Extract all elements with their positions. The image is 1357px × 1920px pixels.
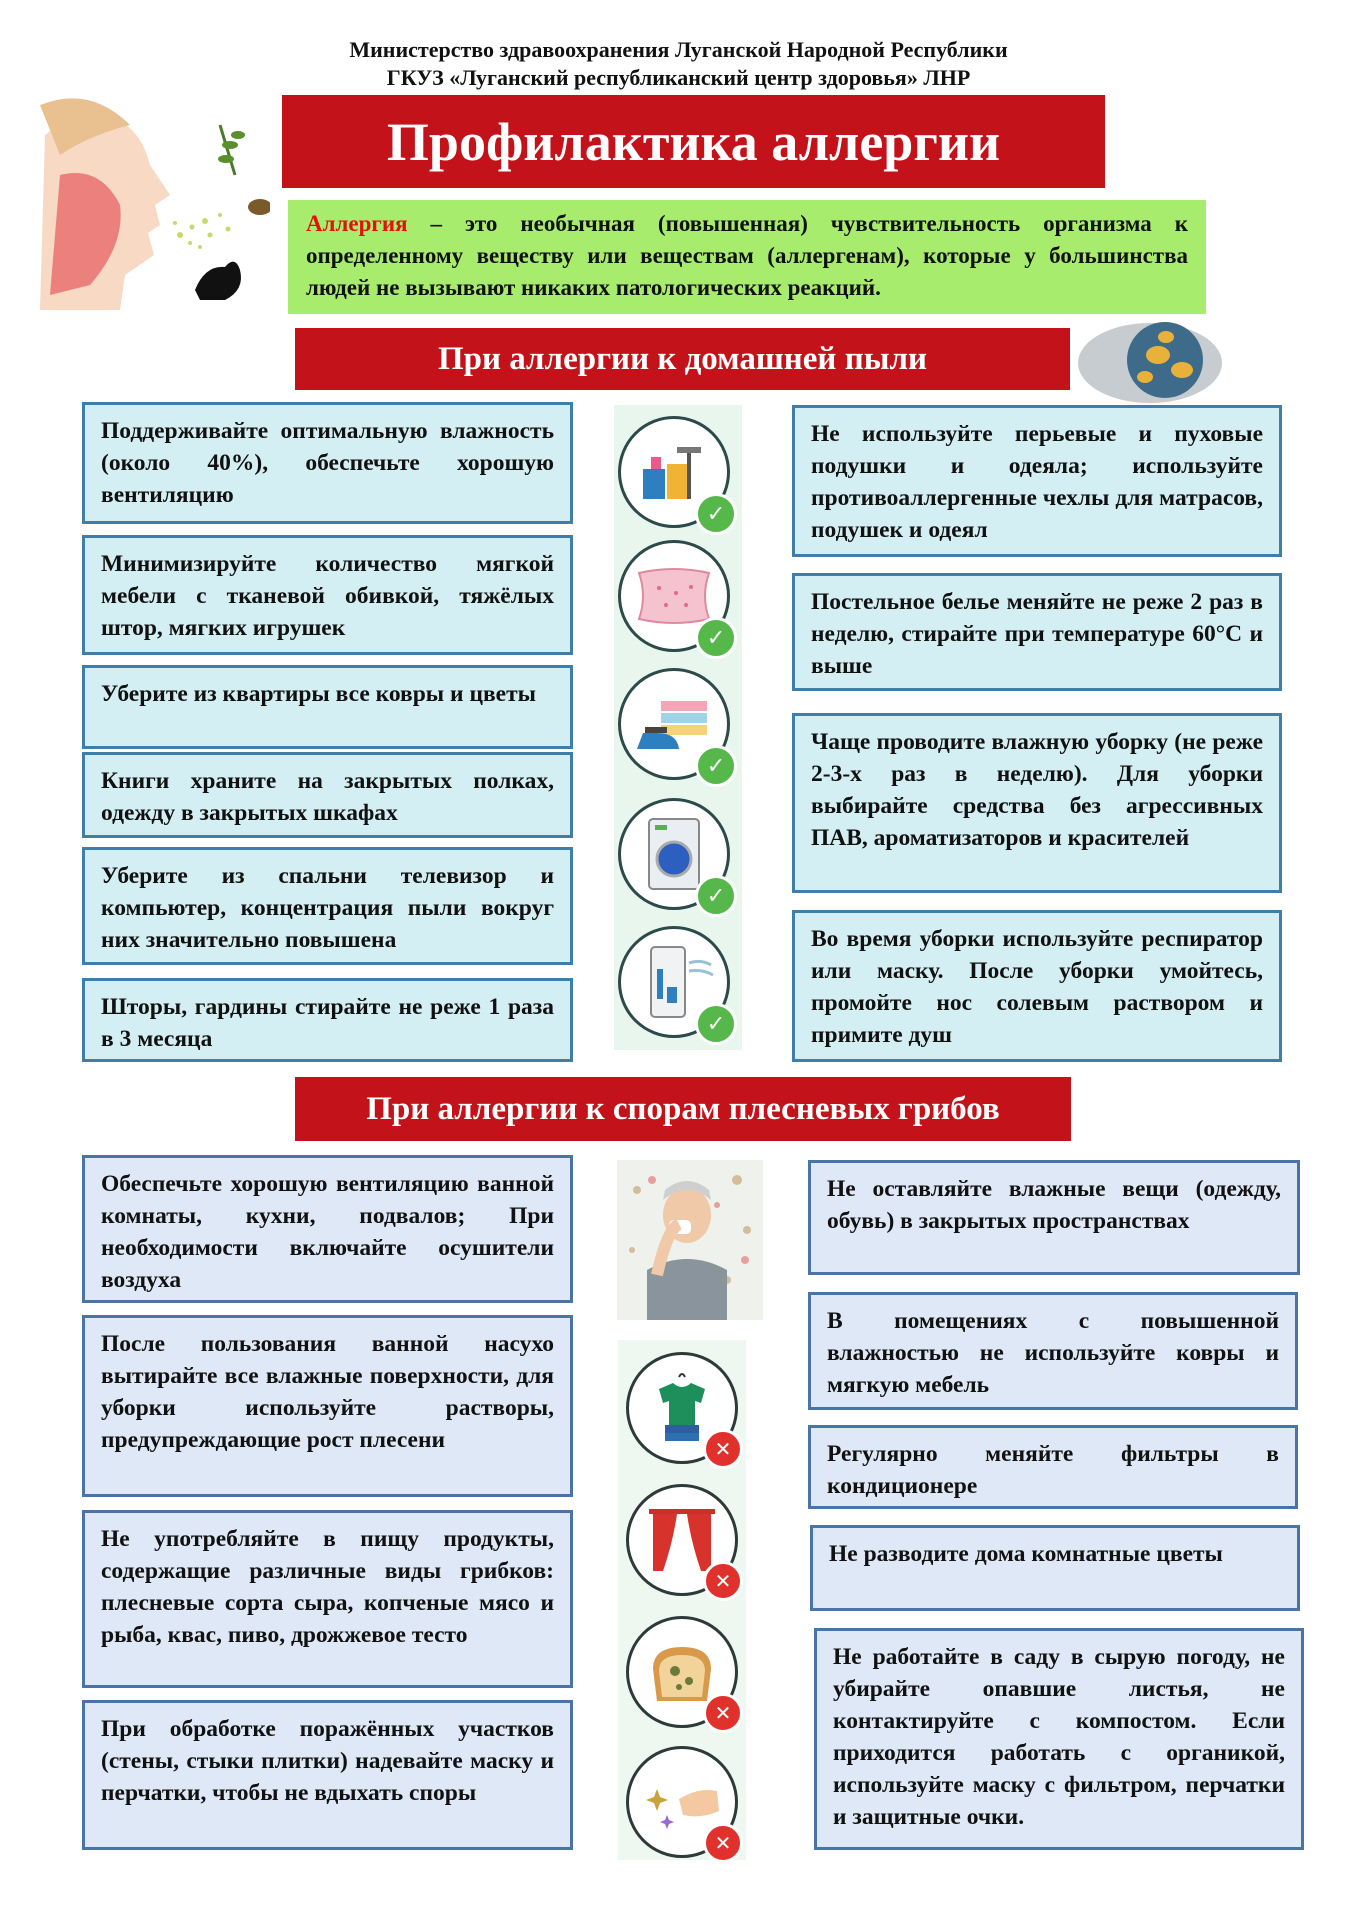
cross-icon: ✕ [703,1823,743,1863]
definition-text: – это необычная (повышенная) чувствительность организма к определенному веществу или веществам (аллергенам), которые у большинства людей не вызывают никаких патологических реакций. [306,211,1188,300]
cross-icon: ✕ [703,1561,743,1601]
dust-tip-card: Не используйте перьевые и пуховые подушки и одеяла; используйте противоаллергенные чехлы для матрасов, подушек и одеял [792,405,1282,557]
cleaning-supplies-icon [618,416,730,528]
mold-tip-card: Не разводите дома комнатные цветы [810,1525,1300,1611]
dust-tip-card: Шторы, гардины стирайте не реже 1 раза в 3 месяца [82,978,573,1062]
pillow-icon [618,540,730,652]
definition-term: Аллергия [306,211,408,236]
cross-icon: ✕ [703,1429,743,1469]
organization-name: ГКУЗ «Луганский республиканский центр здоровья» ЛНР [386,65,971,90]
wet-clothes-icon [626,1352,738,1464]
mold-tip-card: После пользования ванной насухо вытирайте все влажные поверхности, для уборки используйте растворы, предупреждающие рост плесени [82,1315,573,1497]
mold-tip-card: Не употребляйте в пищу продукты, содержащие различные виды грибков: плесневые сорта сыра, копченые мясо и рыба, квас, пиво, дрожжевое тесто [82,1510,573,1688]
allergy-definition [288,200,1206,314]
dust-tip-card: Уберите из квартиры все ковры и цветы [82,665,573,749]
check-icon: ✓ [695,493,737,535]
mold-tip-card: Обеспечьте хорошую вентиляцию ванной комнаты, кухни, подвалов; При необходимости включайте осушители воздуха [82,1155,573,1303]
moldy-bread-icon [626,1616,738,1728]
allergy-face-pollen-icon [30,95,270,320]
dust-tip-card: Поддерживайте оптимальную влажность (около 40%), обеспечьте хорошую вентиляцию [82,402,573,524]
iron-laundry-icon [618,668,730,780]
mold-tip-card: Не оставляйте влажные вещи (одежду, обувь) в закрытых пространствах [808,1160,1300,1275]
mold-tip-card: Регулярно меняйте фильтры в кондиционере [808,1425,1298,1509]
dust-tip-card: Книги храните на закрытых полках, одежду в закрытых шкафах [82,752,573,838]
hand-spores-icon [626,1746,738,1858]
check-icon: ✓ [695,745,737,787]
ministry-name: Министерство здравоохранения Луганской Народной Республики [349,37,1008,62]
dust-section-heading: При аллергии к домашней пыли [295,328,1070,390]
curtains-icon [626,1484,738,1596]
dust-tip-card: Постельное белье меняйте не реже 2 раз в неделю, стирайте при температуре 60°С и выше [792,573,1282,691]
dust-mite-icon [1070,315,1230,405]
sneezing-man-icon [617,1160,763,1320]
mold-tip-card: В помещениях с повышенной влажностью не используйте ковры и мягкую мебель [808,1292,1298,1410]
check-icon: ✓ [695,875,737,917]
washing-machine-icon [618,798,730,910]
check-icon: ✓ [695,617,737,659]
dust-tip-card: Во время уборки используйте респиратор или маску. После уборки умойтесь, промойте нос солевым раствором и примите душ [792,910,1282,1062]
dust-tip-card: Минимизируйте количество мягкой мебели с тканевой обивкой, тяжёлых штор, мягких игрушек [82,535,573,655]
check-icon: ✓ [695,1003,737,1045]
page-title: Профилактика аллергии [282,95,1105,188]
mold-section-heading: При аллергии к спорам плесневых грибов [295,1077,1071,1141]
mold-tip-card: Не работайте в саду в сырую погоду, не убирайте опавшие листья, не контактируйте с компостом. Если приходится работать с органикой, используйте маску с фильтром, перчатки и защитные очки. [814,1628,1304,1850]
dust-tip-card: Чаще проводите влажную уборку (не реже 2-3-х раз в неделю). Для уборки выбирайте средства без агрессивных ПАВ, ароматизаторов и красителей [792,713,1282,893]
mold-tip-card: При обработке поражённых участков (стены, стыки плитки) надевайте маску и перчатки, чтобы не вдыхать споры [82,1700,573,1850]
cross-icon: ✕ [703,1693,743,1733]
air-humidifier-icon [618,926,730,1038]
dust-tip-card: Уберите из спальни телевизор и компьютер, концентрация пыли вокруг них значительно повышена [82,847,573,965]
